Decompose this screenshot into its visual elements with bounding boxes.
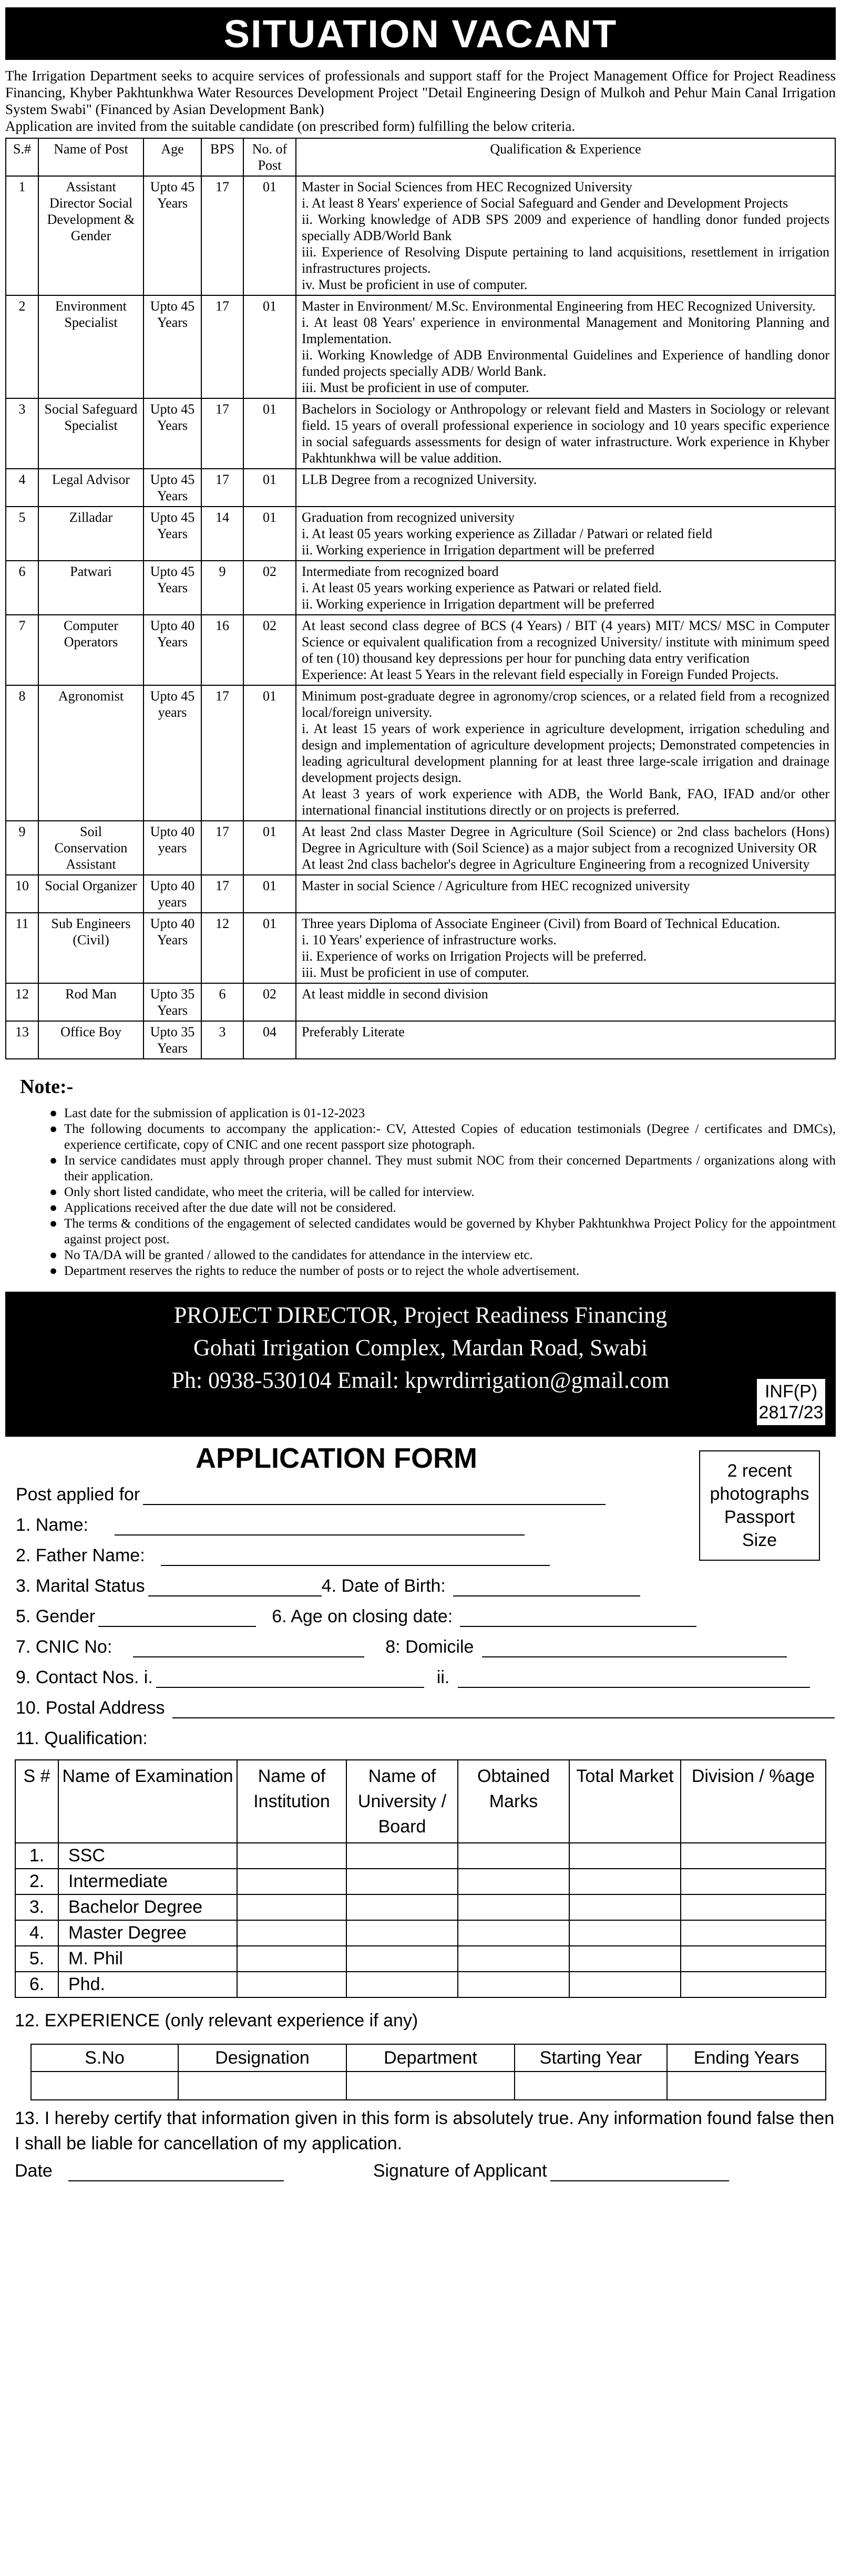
- post-qualification: [296, 685, 835, 821]
- qual-exam: Master Degree: [58, 1920, 237, 1946]
- date-label: Date: [15, 2161, 53, 2181]
- post-bps: 14: [201, 507, 243, 561]
- post-row: [6, 615, 835, 685]
- table-row: [15, 1869, 826, 1894]
- post-count: 01: [243, 685, 296, 821]
- qual-cell[interactable]: [458, 1946, 569, 1972]
- post-sn: 8: [6, 685, 38, 821]
- qual-header-university: Name of University / Board: [346, 1760, 458, 1843]
- post-count: 01: [243, 176, 296, 295]
- header-bps: BPS: [201, 138, 243, 176]
- note-item: [5, 1248, 836, 1263]
- qual-sn: 5.: [15, 1946, 58, 1972]
- post-age: Upto 45 Years: [143, 469, 201, 507]
- gender-field[interactable]: [98, 1609, 256, 1627]
- qualification-line: i. At least 8 Years' experience of Social Safeguard and Gender and Development Projects: [302, 195, 788, 211]
- qualification-line: ii. Working experience in Irrigation department will be preferred: [302, 542, 654, 558]
- post-bps: 17: [201, 875, 243, 913]
- qual-cell[interactable]: [569, 1894, 681, 1920]
- post-sn: 6: [6, 561, 38, 615]
- cnic-label: 7. CNIC No:: [16, 1637, 112, 1657]
- exp-header-ending-years: Ending Years: [667, 2044, 826, 2072]
- application-invite-text: Application are invited from the suitable candidate (on prescribed form) fulfilling the below criteria.: [5, 118, 576, 134]
- post-count: 02: [243, 983, 296, 1021]
- post-count: 02: [243, 561, 296, 615]
- table-row: [15, 1894, 826, 1920]
- experience-table-header: [31, 2044, 826, 2072]
- post-name: Zilladar: [38, 507, 143, 561]
- postal-address-field[interactable]: [172, 1701, 835, 1718]
- postal-address-row: [5, 1688, 836, 1718]
- posts-table: [5, 138, 836, 1059]
- post-bps: 17: [201, 295, 243, 398]
- post-bps: 17: [201, 398, 243, 469]
- qualification-line: i. At least 05 years working experience as Patwari or related field.: [302, 580, 662, 595]
- post-row: [6, 561, 835, 615]
- note-text: The following documents to accompany the application:- CV, Attested Copies of education testimonials (Degree / certificates and DMCs), experience certificate, copy of CNIC and one recent passport size photograph.: [64, 1122, 836, 1152]
- domicile-field[interactable]: [482, 1640, 787, 1657]
- qual-cell[interactable]: [458, 1894, 569, 1920]
- post-bps: 9: [201, 561, 243, 615]
- note-text: The terms & conditions of the engagement of selected candidates would be governed by Khyber Pakhtunkhwa Project Policy for the appointment against project post.: [64, 1217, 836, 1246]
- qual-exam: Bachelor Degree: [58, 1894, 237, 1920]
- table-row: [15, 1972, 826, 1997]
- qual-sn: 2.: [15, 1869, 58, 1894]
- qual-cell[interactable]: [569, 1946, 681, 1972]
- post-age: Upto 40 years: [143, 821, 201, 875]
- qual-sn: 3.: [15, 1894, 58, 1920]
- qual-cell[interactable]: [346, 1972, 458, 1997]
- father-name-field[interactable]: [161, 1548, 550, 1566]
- photo-box: [699, 1450, 820, 1561]
- qual-cell[interactable]: [681, 1946, 826, 1972]
- reference-code: INF(P): [764, 1382, 818, 1402]
- qualification-line: Master in Social Sciences from HEC Recognized University: [302, 179, 632, 194]
- post-name: Environment Specialist: [38, 295, 143, 398]
- qual-cell[interactable]: [458, 1972, 569, 1997]
- name-field[interactable]: [115, 1518, 525, 1536]
- note-text: No TA/DA will be granted / allowed to the candidates for attendance in the interview etc.: [64, 1248, 533, 1262]
- dob-label: 4. Date of Birth:: [321, 1576, 446, 1596]
- photo-box-line: Size: [742, 1530, 777, 1550]
- exp-cell[interactable]: [346, 2072, 515, 2100]
- qual-sn: 4.: [15, 1920, 58, 1946]
- cnic-domicile-row: [5, 1627, 836, 1657]
- post-age: Upto 40 Years: [143, 913, 201, 983]
- intro-paragraph: [5, 67, 836, 135]
- director-phone-email: Ph: 0938-530104 Email: kpwrdirrigation@gmail.com: [171, 1367, 670, 1393]
- post-age: Upto 45 Years: [143, 561, 201, 615]
- header-name-of-post: Name of Post: [38, 138, 143, 176]
- qualification-table: [15, 1759, 826, 1998]
- post-row: [6, 913, 835, 983]
- exp-header-starting-year: Starting Year: [515, 2044, 667, 2072]
- contact-field-1[interactable]: [156, 1670, 424, 1688]
- post-count: 02: [243, 615, 296, 685]
- post-bps: 17: [201, 469, 243, 507]
- post-sn: 1: [6, 176, 38, 295]
- post-name: Patwari: [38, 561, 143, 615]
- post-sn: 2: [6, 295, 38, 398]
- qual-cell[interactable]: [681, 1843, 826, 1869]
- qual-cell[interactable]: [569, 1869, 681, 1894]
- qual-cell[interactable]: [681, 1894, 826, 1920]
- notes-title: Note:-: [20, 1076, 74, 1098]
- post-age: Upto 45 Years: [143, 507, 201, 561]
- post-name: Computer Operators: [38, 615, 143, 685]
- qual-sn: 1.: [15, 1843, 58, 1869]
- post-qualification: [296, 176, 835, 295]
- bullet-icon: ●: [49, 1217, 58, 1231]
- post-age: Upto 45 Years: [143, 176, 201, 295]
- qual-cell[interactable]: [569, 1972, 681, 1997]
- post-qualification: [296, 469, 835, 507]
- post-name: Soil Conservation Assistant: [38, 821, 143, 875]
- intro-text: The Irrigation Department seeks to acquire services of professionals and support staff for the Project Management Office for Project Readiness Financing, Khyber Pakhtunkhwa Water Resources Development Project "Detail Engineering Design of Mulkoh and Pehur Main Canal Irrigation System Swabi" (Financed by Asian Development Bank): [5, 68, 836, 117]
- post-age: Upto 35 Years: [143, 983, 201, 1021]
- table-row: [15, 1920, 826, 1946]
- qualification-line: Preferably Literate: [302, 1024, 405, 1039]
- bullet-icon: ●: [49, 1122, 58, 1136]
- signature-field[interactable]: [550, 2163, 729, 2181]
- post-sn: 13: [6, 1021, 38, 1059]
- qual-header-sn: S #: [15, 1760, 58, 1843]
- table-row: [15, 1843, 826, 1869]
- qualification-line: ii. Working experience in Irrigation department will be preferred: [302, 596, 654, 612]
- qualification-line: At least 2nd class Master Degree in Agriculture (Soil Science) or 2nd class bachelors (Hons) Degree in Agriculture with (Soil Science) as a major subject from a recognized University OR: [302, 824, 829, 856]
- post-bps: 6: [201, 983, 243, 1021]
- exp-header-designation: Designation: [178, 2044, 346, 2072]
- qualification-line: Intermediate from recognized board: [302, 564, 499, 579]
- post-name: Legal Advisor: [38, 469, 143, 507]
- post-qualification: [296, 913, 835, 983]
- qual-cell[interactable]: [569, 1843, 681, 1869]
- post-name: Office Boy: [38, 1021, 143, 1059]
- qualification-line: Minimum post-graduate degree in agronomy/crop sciences, or a related field from a recognized local/foreign university.: [302, 688, 829, 720]
- qualification-line: i. At least 05 years working experience as Zilladar / Patwari or related field: [302, 526, 713, 541]
- postal-address-label: 10. Postal Address: [16, 1698, 165, 1718]
- post-count: 01: [243, 913, 296, 983]
- post-row: [6, 507, 835, 561]
- contact-label: 9. Contact Nos. i.: [16, 1667, 153, 1687]
- note-text: Last date for the submission of application is 01-12-2023: [64, 1106, 365, 1120]
- note-text: Department reserves the rights to reduce the number of posts or to reject the whole advertisement.: [64, 1264, 580, 1278]
- note-item: [5, 1184, 836, 1200]
- post-sn: 11: [6, 913, 38, 983]
- note-item: [5, 1216, 836, 1248]
- qual-cell[interactable]: [346, 1869, 458, 1894]
- post-name: Sub Engineers (Civil): [38, 913, 143, 983]
- photo-box-line: photographs: [710, 1484, 809, 1504]
- qualification-line: i. 10 Years' experience of infrastructure works.: [302, 932, 557, 947]
- qual-exam: Intermediate: [58, 1869, 237, 1894]
- qualification-line: iii. Must be proficient in use of computer.: [302, 965, 529, 980]
- date-field[interactable]: [68, 2163, 284, 2181]
- bullet-icon: ●: [49, 1153, 58, 1168]
- post-applied-label: Post applied for: [16, 1485, 140, 1505]
- qual-cell[interactable]: [237, 1843, 346, 1869]
- director-contact-block: [5, 1292, 836, 1437]
- post-name: Social Safeguard Specialist: [38, 398, 143, 469]
- post-row: [6, 295, 835, 398]
- header-no-of-post: No. of Post: [243, 138, 296, 176]
- post-age: Upto 45 Years: [143, 295, 201, 398]
- contact-field-2[interactable]: [458, 1670, 810, 1688]
- post-bps: 16: [201, 615, 243, 685]
- reference-box: [757, 1379, 825, 1425]
- header-qualification: Qualification & Experience: [296, 138, 835, 176]
- qualification-line: ii. Working knowledge of ADB SPS 2009 and experience of handling donor funded projects specially ADB/World Bank: [302, 212, 829, 243]
- father-name-label: 2. Father Name:: [16, 1545, 145, 1565]
- qual-cell[interactable]: [458, 1843, 569, 1869]
- post-qualification: [296, 295, 835, 398]
- age-label: 6. Age on closing date:: [272, 1606, 453, 1626]
- post-name: Rod Man: [38, 983, 143, 1021]
- post-row: [6, 875, 835, 913]
- post-bps: 12: [201, 913, 243, 983]
- qual-cell[interactable]: [458, 1869, 569, 1894]
- gender-age-row: [5, 1596, 836, 1627]
- reference-number: 2817/23: [758, 1403, 824, 1423]
- qualification-row: [5, 1718, 836, 1749]
- exp-header-sno: S.No: [31, 2044, 178, 2072]
- name-label: 1. Name:: [16, 1515, 88, 1535]
- post-age: Upto 40 Years: [143, 615, 201, 685]
- director-address: Gohati Irrigation Complex, Mardan Road, Swabi: [193, 1335, 648, 1361]
- note-item: [5, 1263, 836, 1279]
- qual-exam: Phd.: [58, 1972, 237, 1997]
- certification-text: 13. I hereby certify that information given in this form is absolutely true. Any information found false then I shall be liable for cancellation of my application.: [15, 2108, 835, 2153]
- qualification-label: 11. Qualification:: [16, 1728, 148, 1748]
- marital-dob-row: [5, 1566, 836, 1596]
- qual-header-obtained: Obtained Marks: [458, 1760, 569, 1843]
- cnic-field[interactable]: [133, 1640, 364, 1657]
- post-sn: 12: [6, 983, 38, 1021]
- post-count: 01: [243, 295, 296, 398]
- experience-title: 12. EXPERIENCE (only relevant experience if any): [15, 2011, 418, 2031]
- post-sn: 9: [6, 821, 38, 875]
- qual-sn: 6.: [15, 1972, 58, 1997]
- post-count: 01: [243, 398, 296, 469]
- qualification-line: At least second class degree of BCS (4 Years) / BIT (4 years) MIT/ MCS/ MSC in Computer Science or equivalent qualification from a recognized University/ institute with minimum speed of ten (10) thousand key depressions per hour for punching data entry verification: [302, 618, 829, 666]
- qualification-line: ii. Working Knowledge of ADB Environmental Guidelines and Experience of handling donor funded projects specially ADB/ World Bank.: [302, 347, 829, 379]
- marital-status-label: 3. Marital Status: [16, 1576, 145, 1596]
- note-item: [5, 1106, 836, 1121]
- post-row: [6, 398, 835, 469]
- bullet-icon: ●: [49, 1201, 58, 1215]
- header-age: Age: [143, 138, 201, 176]
- advertisement-page: [5, 7, 836, 2181]
- post-bps: 17: [201, 176, 243, 295]
- post-qualification: [296, 615, 835, 685]
- qual-cell[interactable]: [237, 1894, 346, 1920]
- header-banner: [5, 7, 836, 60]
- header-sn: S.#: [6, 138, 38, 176]
- bullet-icon: ●: [49, 1248, 58, 1262]
- post-name: Social Organizer: [38, 875, 143, 913]
- post-qualification: [296, 507, 835, 561]
- experience-table: [30, 2044, 826, 2100]
- post-bps: 3: [201, 1021, 243, 1059]
- post-sn: 3: [6, 398, 38, 469]
- qualification-line: Graduation from recognized university: [302, 510, 515, 525]
- note-item: [5, 1200, 836, 1216]
- exp-cell[interactable]: [667, 2072, 826, 2100]
- contact-row: [5, 1657, 836, 1688]
- post-count: 01: [243, 469, 296, 507]
- domicile-label: 8: Domicile: [385, 1637, 474, 1657]
- qualification-line: i. At least 08 Years' experience in environmental Management and Monitoring Planning and Implementation.: [302, 315, 829, 346]
- bullet-icon: ●: [49, 1106, 58, 1120]
- post-sn: 10: [6, 875, 38, 913]
- qualification-table-header: [15, 1760, 826, 1843]
- post-qualification: [296, 1021, 835, 1059]
- qualification-line: iv. Must be proficient in use of computer.: [302, 277, 528, 292]
- qualification-line: LLB Degree from a recognized University.: [302, 472, 537, 487]
- application-form: [5, 1442, 836, 2181]
- post-bps: 17: [201, 821, 243, 875]
- qual-cell[interactable]: [346, 1946, 458, 1972]
- qual-header-institution: Name of Institution: [237, 1760, 346, 1843]
- note-item: [5, 1153, 836, 1184]
- post-row: [6, 685, 835, 821]
- post-age: Upto 45 years: [143, 685, 201, 821]
- post-row: [6, 1021, 835, 1059]
- post-qualification: [296, 821, 835, 875]
- director-title: PROJECT DIRECTOR, Project Readiness Financing: [173, 1302, 668, 1328]
- qualification-line: At least 2nd class bachelor's degree in Agriculture Engineering from a recognized University: [302, 857, 810, 872]
- post-name: Agronomist: [38, 685, 143, 821]
- exp-header-department: Department: [346, 2044, 515, 2072]
- note-text: In service candidates must apply through proper channel. They must submit NOC from their concerned Departments / organizations along with their application.: [64, 1153, 836, 1183]
- qual-cell[interactable]: [346, 1894, 458, 1920]
- qual-cell[interactable]: [458, 1920, 569, 1946]
- post-sn: 5: [6, 507, 38, 561]
- note-item: [5, 1121, 836, 1153]
- post-sn: 4: [6, 469, 38, 507]
- qualification-line: At least 3 years of work experience with ADB, the World Bank, FAO, IFAD and/or other international financial institutions directly or on projects is preferred.: [302, 786, 829, 818]
- qual-header-exam: Name of Examination: [58, 1760, 237, 1843]
- qualification-line: iii. Must be proficient in use of computer.: [302, 380, 529, 395]
- marital-status-field[interactable]: [148, 1579, 322, 1596]
- qual-cell[interactable]: [237, 1946, 346, 1972]
- note-text: Only short listed candidate, who meet the criteria, will be called for interview.: [64, 1185, 475, 1199]
- post-qualification: [296, 561, 835, 615]
- qual-header-total: Total Market: [569, 1760, 681, 1843]
- post-row: [6, 176, 835, 295]
- bullet-icon: ●: [49, 1185, 58, 1199]
- qualification-line: Master in social Science / Agriculture from HEC recognized university: [302, 878, 690, 893]
- post-count: 04: [243, 1021, 296, 1059]
- post-qualification: [296, 983, 835, 1021]
- notes-list: [5, 1106, 836, 1279]
- post-age: Upto 45 Years: [143, 398, 201, 469]
- form-title: APPLICATION FORM: [196, 1442, 477, 1474]
- qual-header-division: Division / %age: [681, 1760, 826, 1843]
- post-count: 01: [243, 821, 296, 875]
- post-row: [6, 821, 835, 875]
- bullet-icon: ●: [49, 1264, 58, 1278]
- qual-cell[interactable]: [681, 1972, 826, 1997]
- photo-box-line: 2 recent: [727, 1461, 792, 1481]
- qualification-line: i. At least 15 years of work experience in agriculture development, irrigation scheduling and design and implementation of agriculture development projects; Demonstrated competencies in leading agricultural development planning for at least three large-scale irrigation and drainage development projects design.: [302, 721, 829, 785]
- post-sn: 7: [6, 615, 38, 685]
- post-count: 01: [243, 875, 296, 913]
- post-applied-field[interactable]: [143, 1487, 606, 1505]
- exp-cell[interactable]: [515, 2072, 667, 2100]
- qual-cell[interactable]: [681, 1920, 826, 1946]
- qual-cell[interactable]: [681, 1869, 826, 1894]
- post-row: [6, 469, 835, 507]
- post-name: Assistant Director Social Development & Gender: [38, 176, 143, 295]
- page-title: SITUATION VACANT: [223, 12, 618, 56]
- qual-exam: M. Phil: [58, 1946, 237, 1972]
- age-field[interactable]: [460, 1609, 696, 1627]
- qualification-line: Three years Diploma of Associate Engineer (Civil) from Board of Technical Education.: [302, 916, 781, 931]
- qualification-line: iii. Experience of Resolving Dispute pertaining to land acquisitions, resettlement in irrigation infrastructures projects.: [302, 244, 829, 276]
- table-row: [31, 2072, 826, 2100]
- qual-cell[interactable]: [346, 1920, 458, 1946]
- signature-label: Signature of Applicant: [373, 2161, 547, 2181]
- qualification-line: Bachelors in Sociology or Anthropology or relevant field and Masters in Sociology or relevant field. 15 years of overall professional experience in sociology and 10 years specific experience in social safeguards assessments for design of water infrastructure. Work experience in Khyber Pakhtunkhwa will be value addition.: [302, 401, 829, 466]
- qualification-line: ii. Experience of works on Irrigation Projects will be preferred.: [302, 949, 647, 964]
- contact-label-2: ii.: [436, 1667, 450, 1687]
- post-age: Upto 40 years: [143, 875, 201, 913]
- qual-cell[interactable]: [569, 1920, 681, 1946]
- qualification-line: At least middle in second division: [302, 986, 488, 1002]
- table-row: [15, 1946, 826, 1972]
- gender-label: 5. Gender: [16, 1606, 96, 1626]
- posts-table-header: [6, 138, 835, 176]
- dob-field[interactable]: [453, 1579, 640, 1596]
- qual-cell[interactable]: [237, 1869, 346, 1894]
- qual-cell[interactable]: [237, 1972, 346, 1997]
- exp-cell[interactable]: [31, 2072, 178, 2100]
- qual-cell[interactable]: [346, 1843, 458, 1869]
- photo-box-line: Passport: [724, 1507, 795, 1527]
- qualification-line: Experience: At least 5 Years in the relevant field especially in Foreign Funded Projects.: [302, 667, 779, 682]
- post-row: [6, 983, 835, 1021]
- post-qualification: [296, 398, 835, 469]
- signature-row: [15, 2156, 836, 2181]
- qual-cell[interactable]: [237, 1920, 346, 1946]
- post-age: Upto 35 Years: [143, 1021, 201, 1059]
- qualification-line: Master in Environment/ M.Sc. Environmental Engineering from HEC Recognized University.: [302, 298, 816, 314]
- note-text: Applications received after the due date will not be considered.: [64, 1201, 396, 1215]
- post-count: 01: [243, 507, 296, 561]
- post-qualification: [296, 875, 835, 913]
- qual-exam: SSC: [58, 1843, 237, 1869]
- exp-cell[interactable]: [178, 2072, 346, 2100]
- post-bps: 17: [201, 685, 243, 821]
